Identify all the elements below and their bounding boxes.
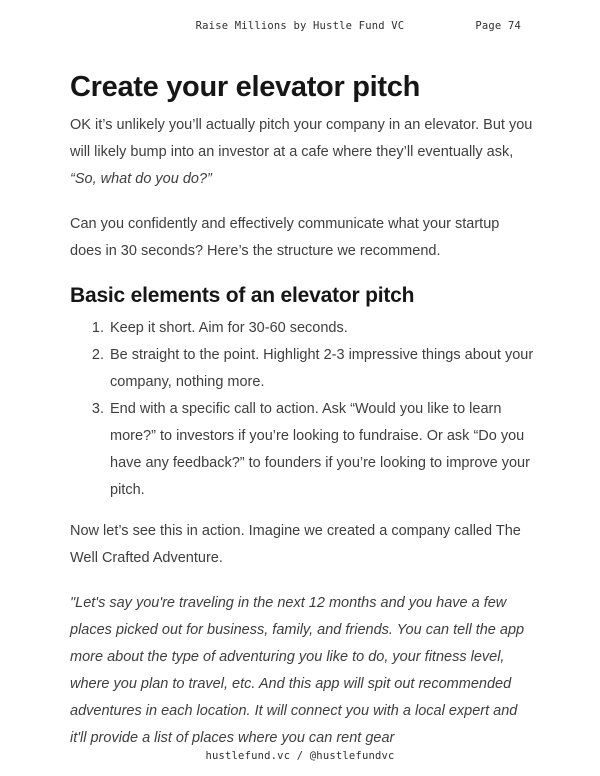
list-item: 2. Be straight to the point. Highlight 2-3 impressive things about your company, nothing more. [108, 342, 534, 396]
page-title: Create your elevator pitch [70, 71, 420, 103]
page-header [0, 20, 600, 32]
section-heading: Basic elements of an elevator pitch [70, 284, 415, 307]
example-pitch-quote: "Let's say you're traveling in the next 12 months and you have a few places picked out for business, family, and friends. You can tell the app more about the type of adventuring you like to do, your fitness level, where you plan to travel, etc. And this app will spit out recommended adventures in each location. It will connect you with a local expert and it'll provide a list of places where you can rent gear [70, 595, 525, 746]
pitch-elements-list [70, 315, 534, 504]
page-footer [0, 750, 600, 762]
page-number: Page 74 [475, 20, 521, 32]
intro-paragraph-quote: “So, what do you do?” [70, 171, 212, 187]
intro-paragraph [70, 112, 534, 193]
list-item: 1. Keep it short. Aim for 30-60 seconds. [108, 315, 534, 342]
list-item: 3. End with a specific call to action. Ask “Would you like to learn more?” to investors if you’re looking to fundraise. Or ask “Do you have any feedback?” to founders if you’re looking to improve your pitch. [108, 396, 534, 504]
book-title: Raise Millions by Hustle Fund VC [195, 20, 405, 32]
structure-paragraph: Can you confidently and effectively communicate what your startup does in 30 seconds? Here’s the structure we recommend. [70, 216, 500, 259]
page-content [70, 70, 534, 770]
example-lead-paragraph: Now let’s see this in action. Imagine we created a company called The Well Crafted Adventure. [70, 523, 521, 566]
footer-link[interactable]: hustlefund.vc / @hustlefundvc [205, 750, 395, 762]
intro-paragraph-text: OK it’s unlikely you’ll actually pitch your company in an elevator. But you will likely bump into an investor at a cafe where they’ll eventually ask, [70, 117, 533, 160]
